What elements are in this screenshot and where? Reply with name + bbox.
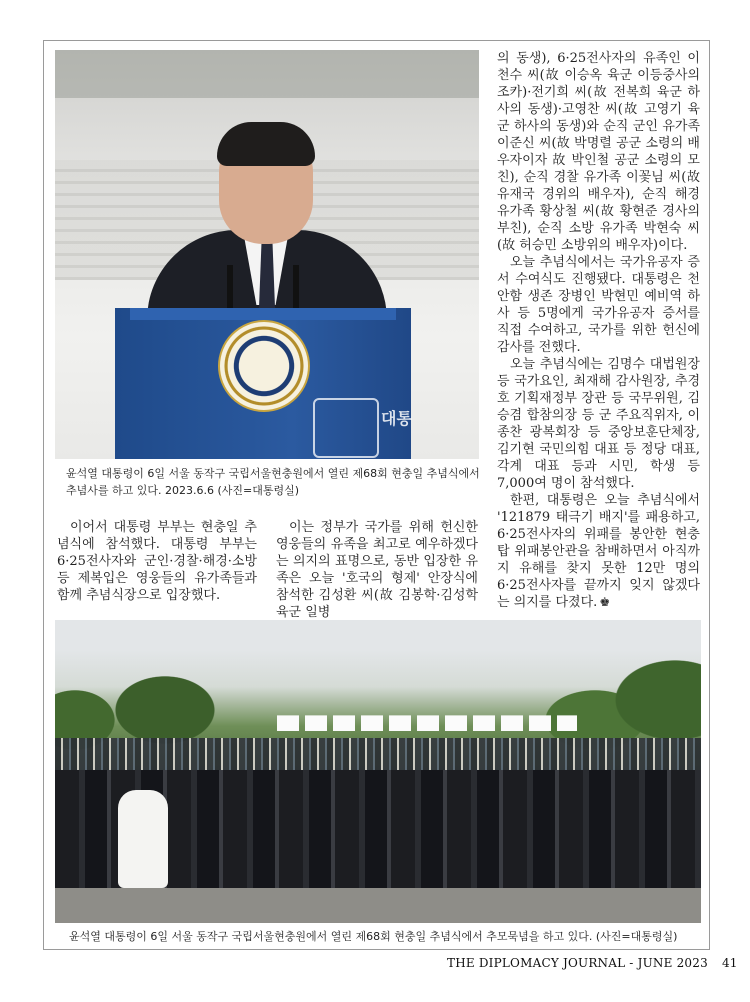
president-speech-photo [55, 50, 479, 459]
watermark-text: 대통 [381, 409, 412, 428]
podium-top [130, 308, 396, 320]
watermark-logo-icon [313, 398, 379, 458]
presidential-seal-icon [218, 320, 310, 412]
photo-caption-bottom: 윤석열 대통령이 6일 서울 동작구 국립서울현충원에서 열린 제68회 현충일 추념식에서 추모묵념을 하고 있다. (사진=대통령실) [69, 930, 678, 943]
paragraph-text: 한편, 대통령은 오늘 추념식에서 '121879 태극기 배지'를 패용하고, 6·25전사자의 위패를 봉안한 현충탑 위패봉안관을 참배하면서 아직까지 유해를 찾지 못한 12만 명의 6·25전사자를 끝까지 잊지 않겠다는 의지를 다졌다. [497, 493, 700, 610]
paragraph: 의 동생), 6·25전사자의 유족인 이천수 씨(故 이승옥 육군 이등중사의 조카)·전기희 씨(故 전복희 육군 하사의 동생)·고영찬 씨(故 고영기 육군 하사의 동생)와 순직 군인 유가족 이준신 씨(故 박명렬 공군 소령의 배우자이자 故 박인철 공군 소령의 모친), 순직 경찰 유가족 이꽃님 씨(故 유재국 경위의 배우자), 순직 해경 유가족 황상철 씨(故 황현준 경사의 부친), 순직 소방 유가족 박현숙 씨(故 허승민 소방위의 배우자)이다. [497, 51, 700, 253]
paragraph: 오늘 추념식에서는 국가유공자 증서 수여식도 진행됐다. 대통령은 천안함 생존 장병인 박현민 예비역 하사 등 5명에게 국가유공자 증서를 직접 수여하고, 국가를 위한 헌신에 감사를 전했다. [497, 255, 700, 355]
memorial-ceremony-photo [55, 620, 701, 923]
plaza-ground [55, 888, 701, 923]
speaker-hair [217, 122, 315, 166]
paragraph: 이어서 대통령 부부는 현충일 추념식에 참석했다. 대통령 부부는 6·25전사자와 군인·경찰·해경·소방 등 제복입은 영웅들의 유가족들과 함께 추념식장으로 입장했다. [57, 520, 257, 603]
background-trees [55, 650, 701, 750]
paragraph: 이는 정부가 국가를 위해 헌신한 영웅들의 유족을 최고로 예우하겠다는 의지의 표명으로, 동반 입장한 유족은 오늘 '호국의 형제' 안장식에 참석한 김성환 씨(故 김봉학·김성학 육군 일병 [276, 520, 478, 620]
paragraph [497, 492, 700, 611]
article-column-left [57, 519, 257, 604]
publication-name: THE DIPLOMACY JOURNAL - JUNE 2023 [447, 956, 708, 970]
paragraph: 오늘 추념식에는 김명수 대법원장 등 국가요인, 최재해 감사원장, 추경호 기획재정부 장관 등 국무위원, 김승겸 합참의장 등 군 주요직위자, 이종찬 광복회장 등 중앙보훈단체장, 김기현 국민의힘 대표 등 정당 대표, 각계 대표 등과 시민, 학생 등 7,000여 명이 참석했다. [497, 357, 700, 491]
hanbok-figure [118, 790, 168, 888]
photo-caption-top: 윤석열 대통령이 6일 서울 동작구 국립서울현충원에서 열린 제68회 현충일 추념식에서 추념사를 하고 있다. 2023.6.6 (사진=대통령실) [66, 467, 480, 497]
article-column-right [497, 50, 700, 611]
background-railing [55, 50, 479, 98]
page-number: 41 [721, 956, 738, 970]
end-mark-icon: ♚ [599, 595, 611, 609]
page-footer [447, 956, 738, 970]
article-column-middle [276, 519, 478, 621]
